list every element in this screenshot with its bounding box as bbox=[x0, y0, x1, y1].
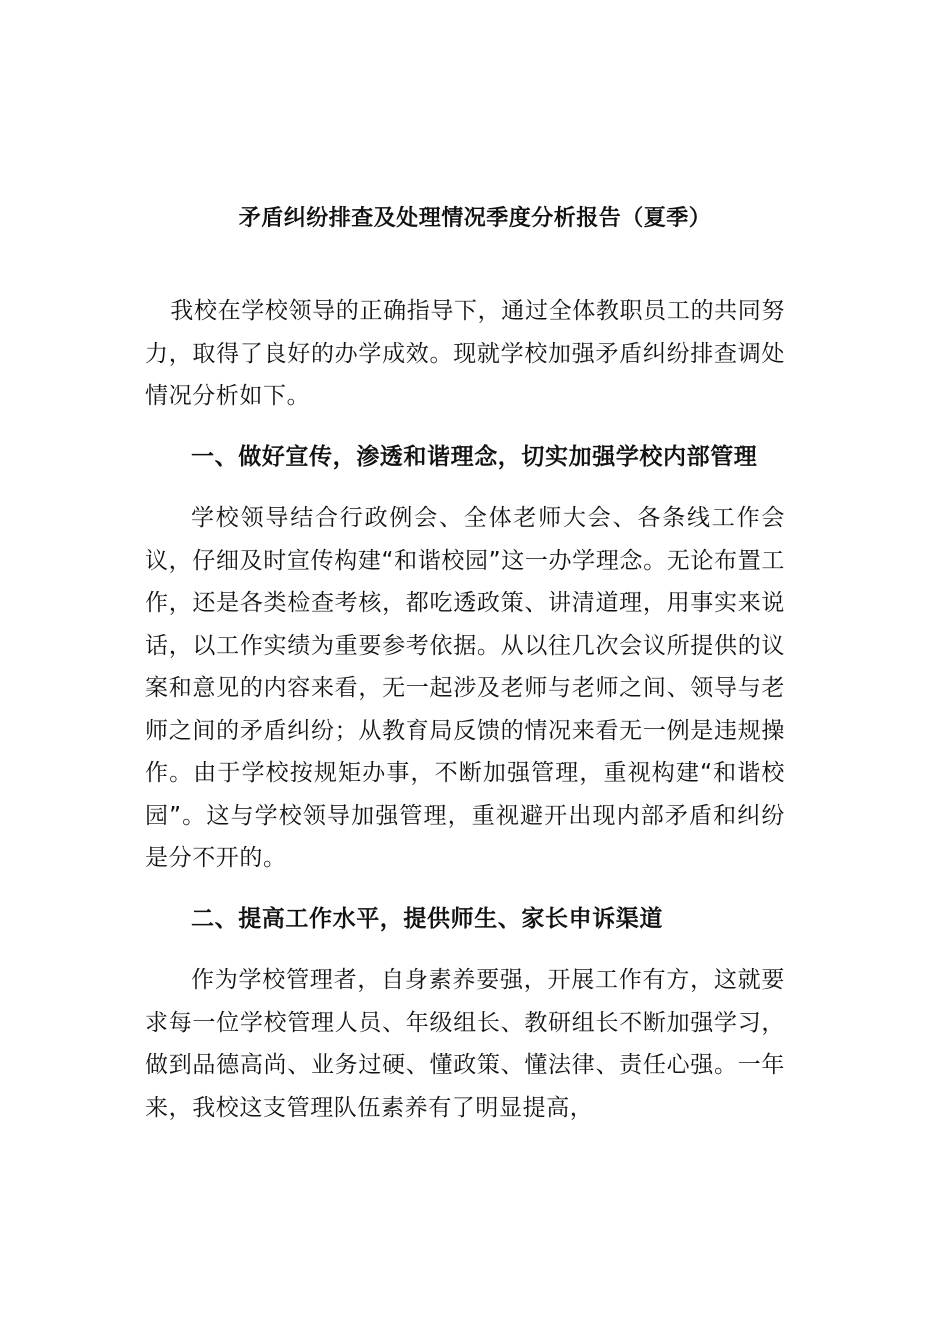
section-2-paragraph: 作为学校管理者，自身素养要强，开展工作有方，这就要求每一位学校管理人员、年级组长、教研组长不断加强学习，做到品德高尚、业务过硬、懂政策、懂法律、责任心强。一年来，我校这支管理队伍素养有了明显提高， bbox=[145, 967, 785, 1121]
section-1-paragraph: 学校领导结合行政例会、全体老师大会、各条线工作会议，仔细及时宣传构建“和谐校园”这一办学理念。无论布置工作，还是各类检查考核，都吃透政策、讲清道理，用事实来说话，以工作实绩为重要参考依据。从以往几次会议所提供的议案和意见的内容来看，无一起涉及老师与老师之间、领导与老师之间的矛盾纠纷；从教育局反馈的情况来看无一例是违规操作。由于学校按规矩办事，不断加强管理，重视构建“和谐校园”。这与学校领导加强管理，重视避开出现内部矛盾和纠纷是分不开的。 bbox=[145, 505, 785, 871]
document-body bbox=[145, 290, 785, 1129]
section-1-heading: 一、做好宣传，渗透和谐理念，切实加强学校内部管理 bbox=[191, 443, 758, 470]
document-title: 矛盾纠纷排查及处理情况季度分析报告（夏季） bbox=[238, 206, 712, 231]
section-2-heading: 二、提高工作水平，提供师生、家长申诉渠道 bbox=[191, 905, 663, 932]
intro-paragraph: 我校在学校领导的正确指导下，通过全体教职员工的共同努力，取得了良好的办学成效。现就学校加强矛盾纠纷排查调处情况分析如下。 bbox=[145, 298, 785, 409]
